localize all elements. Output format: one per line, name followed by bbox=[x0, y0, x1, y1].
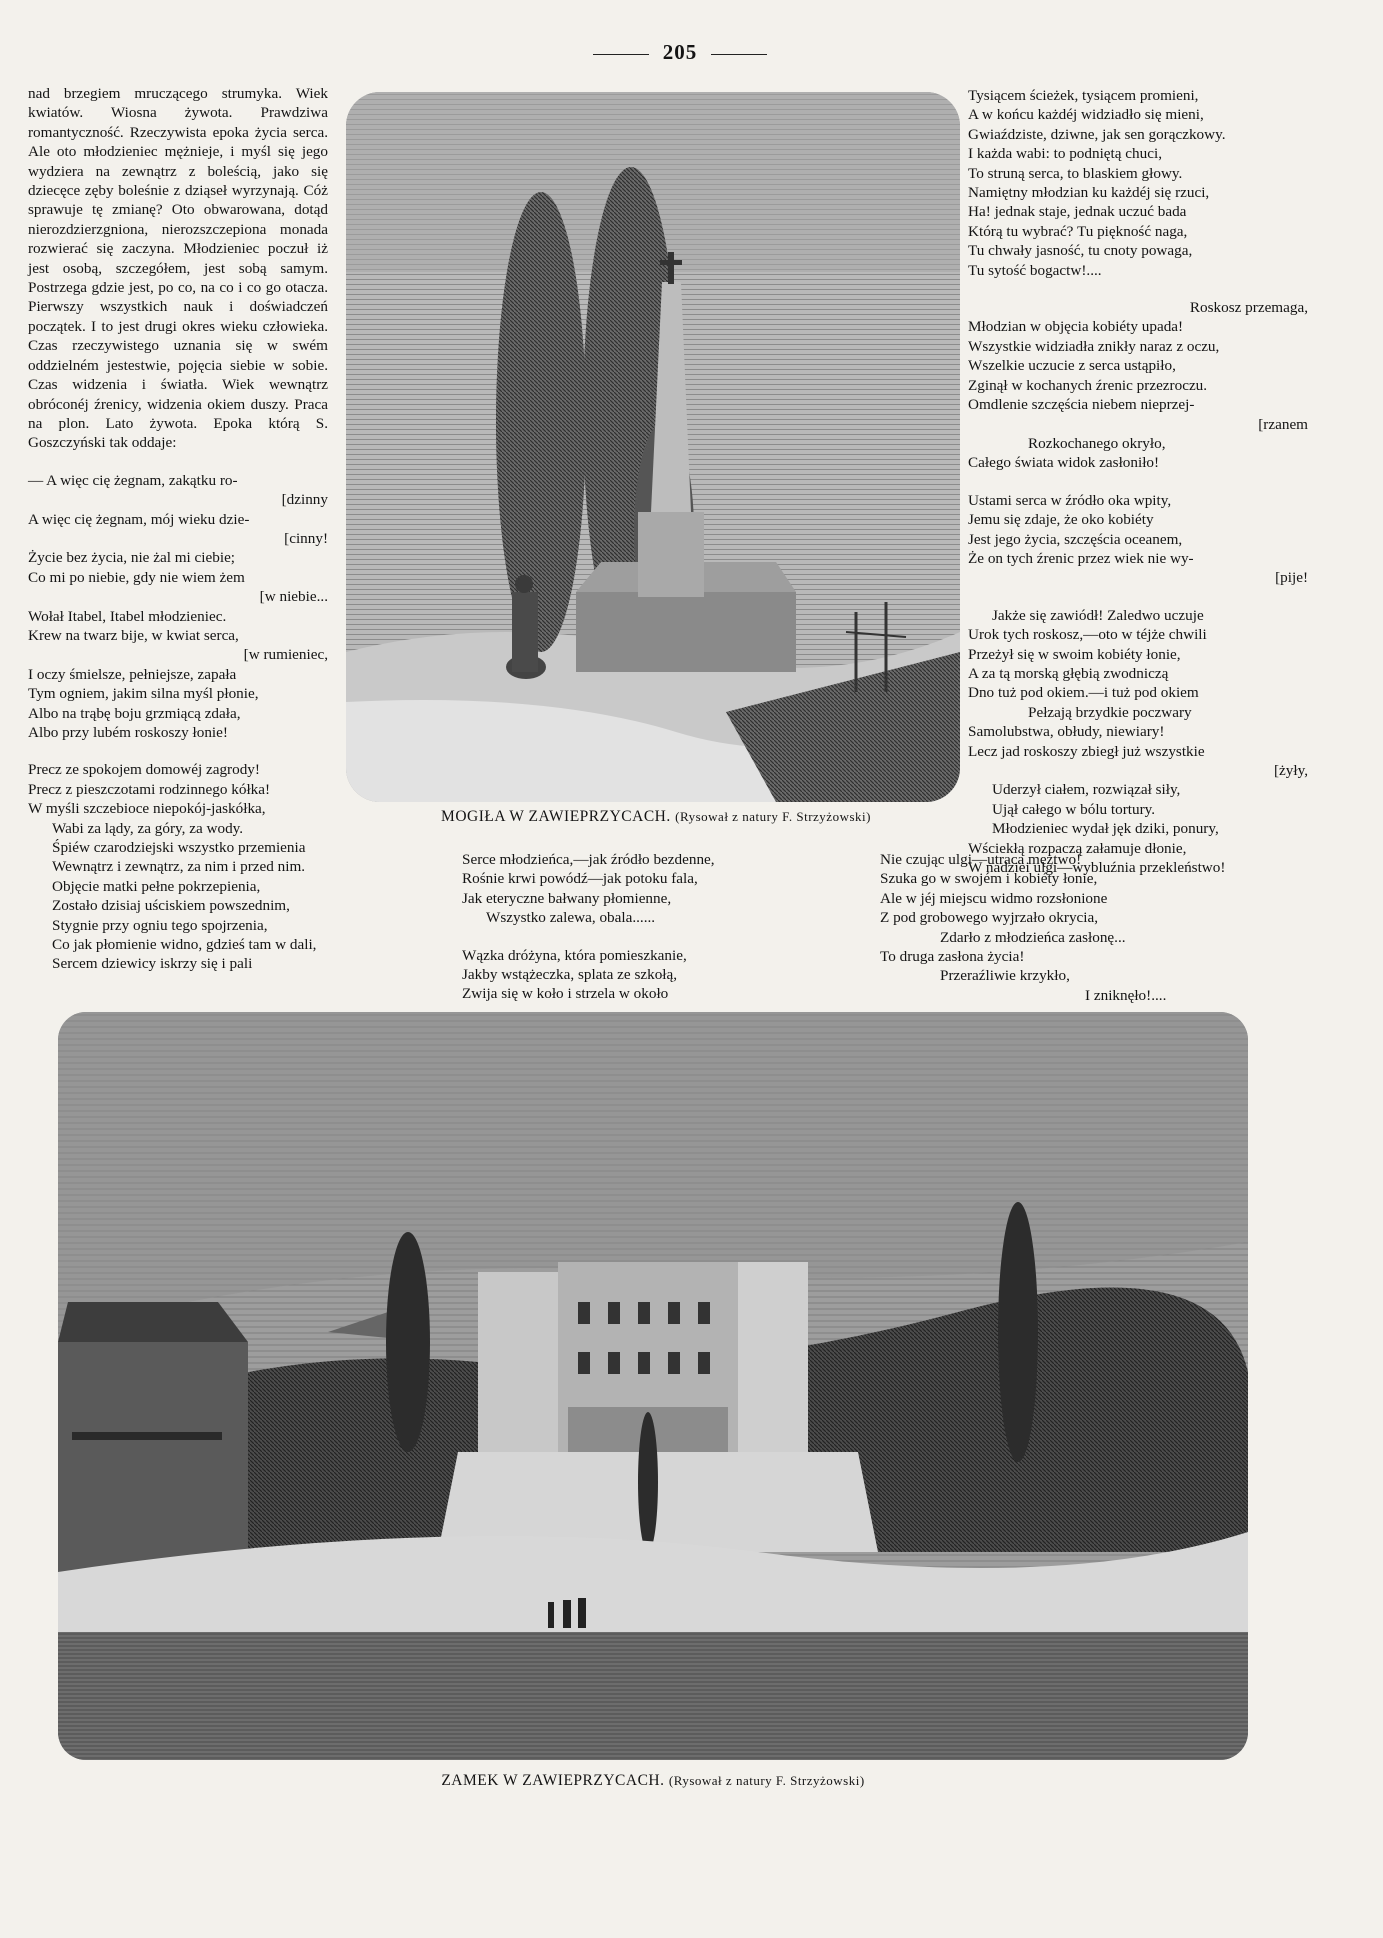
poem-line: Krew na twarz bije, w kwiat serca, bbox=[28, 626, 239, 644]
poem-line: I każda wabi: to podniętą chuci, bbox=[968, 145, 1162, 163]
poem-line: Ujął całego w bólu tortury. bbox=[992, 800, 1156, 818]
poem-line: Śpiéw czarodziejski wszystko przemienia bbox=[52, 839, 306, 857]
poem-line: Wabi za lądy, za góry, za wody. bbox=[52, 819, 244, 837]
page-number: 205 bbox=[560, 40, 800, 65]
poem-line: Ale w jéj miejscu widmo rozsłonione bbox=[880, 889, 1108, 907]
poem-line: Samolubstwa, obłudy, niewiary! bbox=[968, 723, 1165, 741]
poem-line: Namiętny młodzian ku każdéj się rzuci, bbox=[968, 184, 1210, 202]
poem-line: W myśli szczebioce niepokój-jaskółka, bbox=[28, 800, 266, 818]
poem-line: Rozkochanego okryło, bbox=[1028, 434, 1166, 452]
right-bottom-column bbox=[880, 850, 1280, 1005]
poem-line: Z pod grobowego wyjrzało okrycia, bbox=[880, 909, 1099, 927]
poem-line: Młodzian w objęcia kobiéty upada! bbox=[968, 318, 1184, 336]
poem-line: I zniknęło!.... bbox=[1085, 986, 1167, 1004]
poem-line: Omdlenie szczęścia niebem nieprzej- bbox=[968, 396, 1195, 414]
poem-line: To struną serca, to blaskiem głowy. bbox=[968, 164, 1183, 182]
poem-line: [dzinny bbox=[281, 491, 328, 509]
poem-line: Objęcie matki pełne pokrzepienia, bbox=[52, 877, 261, 895]
poem-line: [żyły, bbox=[1273, 762, 1308, 779]
bottom-caption bbox=[58, 1772, 1248, 1790]
poem-line: Całego świata widok zasłoniło! bbox=[968, 454, 1160, 472]
poem-line: Gwiaździste, dziwne, jak sen gorączkowy. bbox=[968, 125, 1226, 143]
header-rule-right bbox=[711, 54, 767, 55]
poem-line: Że on tych źrenic przez wiek nie wy- bbox=[968, 549, 1194, 567]
poem-line: Co jak płomienie widno, gdzieś tam w dali, bbox=[52, 936, 317, 954]
monument-illustration bbox=[346, 92, 960, 802]
poem-line: A za tą morską głębią zwodniczą bbox=[968, 664, 1169, 682]
poem-line: Młodzieniec wydał jęk dziki, ponury, bbox=[992, 820, 1219, 838]
poem-line: Jak eteryczne bałwany płomienne, bbox=[462, 889, 672, 907]
left-prose: nad brzegiem mruczącego strumyka. Wiek kwiatów. Wiosna żywota. Prawdziwa romantyczność. Rzeczywista epoka życia serca. Ale oto młodzieniec mężnieje, i myśl się jego wydziera na zewnątrz z boleścią, jako się dziecęce zęby boleśnie z dziąseł wyrzynają. Cóż sprawuje tę zmianę? Oto obwarowana, dotąd nierozdzierzgniona, nierozszczepiona monada rozwierać się zaczyna. Młodzieniec poczuł iż jest osobą, szczegółem, jest sobą samym. Postrzega gdzie jest, po co, na co i co go otacza. Pierwszy wszystkich nauk i doświadczeń początek. I to jest drugi okres wieku człowieka. Czas rzeczywistego uznania się w swém oddzielném jestestwie, pojęcia siebie w sobie. Czas widzenia i światła. Wiek wewnątrz obróconéj źrenicy, widzenia okiem duszy. Praca na plon. Lato żywota. Epoka którą S. Goszczyński tak oddaje: bbox=[28, 85, 328, 452]
poem-line: Co mi po niebie, gdy nie wiem żem bbox=[28, 568, 245, 586]
poem-line: Wewnątrz i zewnątrz, za nim i przed nim. bbox=[52, 858, 306, 876]
poem-line: Sercem dziewicy iskrzy się i pali bbox=[52, 955, 253, 973]
poem-line: Roskosz przemaga, bbox=[1189, 299, 1308, 317]
poem-line: [cinny! bbox=[284, 529, 328, 547]
poem-line: Szuka go w swojém i kobiéty łonie, bbox=[880, 870, 1098, 888]
poem-line: Którą tu wybrać? Tu piękność naga, bbox=[968, 222, 1188, 240]
poem-line: Jakże się zawiódł! Zaledwo uczuje bbox=[992, 606, 1204, 624]
poem-line: Ha! jednak staje, jednak uczuć bada bbox=[968, 203, 1187, 221]
poem-line: Jemu się zdaje, że oko kobiéty bbox=[968, 511, 1154, 529]
right-stanza-1 bbox=[968, 86, 1308, 280]
poem-line: Serce młodzieńca,—jak źródło bezdenne, bbox=[462, 851, 715, 868]
poem-line: Wązka dróżyna, która pomieszkanie, bbox=[462, 946, 687, 964]
poem-line: Tu sytość bogactw!.... bbox=[968, 261, 1102, 279]
left-poem-2 bbox=[28, 760, 328, 973]
poem-line: Precz ze spokojem domowéj zagrody! bbox=[28, 761, 260, 779]
poem-line: Przeraźliwie krzykło, bbox=[940, 967, 1070, 985]
poem-line: Lecz jad roskoszy zbiegł już wszystkie bbox=[968, 742, 1205, 760]
poem-line: A więc cię żegnam, mój wieku dzie- bbox=[28, 510, 250, 528]
top-caption-title: MOGIŁA W ZAWIEPRZYCACH. bbox=[441, 808, 671, 825]
poem-line: Tu chwały jasność, tu cnoty powaga, bbox=[968, 242, 1193, 260]
monument-engraving bbox=[346, 92, 960, 802]
bottom-caption-title: ZAMEK W ZAWIEPRZYCACH. bbox=[441, 1772, 665, 1789]
left-column bbox=[28, 84, 328, 974]
poem-line: Stygnie przy ogniu tego spojrzenia, bbox=[52, 916, 268, 934]
header-rule-left bbox=[593, 54, 649, 55]
right-stanza-2 bbox=[968, 298, 1308, 473]
poem-line: To druga zasłona życia! bbox=[880, 948, 1025, 966]
poem-line: Wołał Itabel, Itabel młodzieniec. bbox=[28, 607, 227, 625]
left-poem-1 bbox=[28, 471, 328, 743]
castle-illustration bbox=[58, 1012, 1248, 1760]
middle-column bbox=[462, 850, 792, 1004]
right-stanza-4 bbox=[968, 606, 1308, 878]
poem-line: Przeżył się w swoim kobiéty łonie, bbox=[968, 645, 1181, 663]
poem-line: Tysiącem ścieżek, tysiącem promieni, bbox=[968, 87, 1199, 104]
poem-line: — A więc cię żegnam, zakątku ro- bbox=[28, 471, 238, 489]
poem-line: Urok tych roskosz,—oto w téjże chwili bbox=[968, 626, 1207, 644]
poem-line: Wszystko zalewa, obala...... bbox=[486, 909, 656, 927]
poem-line: Zdarło z młodzieńca zasłonę... bbox=[940, 928, 1126, 946]
poem-line: [pije! bbox=[1275, 569, 1308, 587]
poem-line: A w końcu każdéj widziadło się mieni, bbox=[968, 106, 1204, 124]
right-stanza-3 bbox=[968, 491, 1308, 588]
bottom-caption-credit: (Rysował z natury F. Strzyżowski) bbox=[668, 1773, 865, 1788]
poem-line: Pełzają brzydkie poczwary bbox=[1028, 703, 1192, 721]
top-caption-credit: (Rysował z natury F. Strzyżowski) bbox=[675, 809, 871, 824]
poem-line: [w rumieniec, bbox=[243, 646, 328, 664]
poem-line: Zginął w kochanych źrenic przezroczu. bbox=[968, 376, 1208, 394]
castle-engraving bbox=[58, 1012, 1248, 1760]
top-caption bbox=[346, 808, 966, 826]
poem-line: Albo na trąbę boju grzmiącą zdała, bbox=[28, 704, 241, 722]
poem-line: Zostało dzisiaj uściskiem powszednim, bbox=[52, 897, 290, 915]
poem-line: Jakby wstążeczka, splata ze szkołą, bbox=[462, 966, 678, 984]
poem-line: Dno tuż pod okiem.—i tuż pod okiem bbox=[968, 684, 1199, 702]
poem-line: Ustami serca w źródło oka wpity, bbox=[968, 491, 1172, 509]
poem-line: Wszelkie uczucie z serca ustąpiło, bbox=[968, 357, 1176, 375]
poem-line: Tym ogniem, jakim silna myśl płonie, bbox=[28, 685, 259, 703]
poem-line: Albo przy lubém roskoszy łonie! bbox=[28, 724, 228, 741]
poem-line: Precz z pieszczotami rodzinnego kółka! bbox=[28, 780, 271, 798]
poem-line: [w niebie... bbox=[259, 588, 328, 606]
poem-line: Jest jego życia, szczęścia oceanem, bbox=[968, 530, 1183, 548]
poem-line: Uderzył ciałem, rozwiązał siły, bbox=[992, 781, 1181, 799]
poem-line: Rośnie krwi powódź—jak potoku fala, bbox=[462, 870, 698, 888]
poem-line: Nie czując ulgi—utraca męztwo! bbox=[880, 851, 1082, 868]
poem-line: Zwija się w koło i strzela w około bbox=[462, 985, 669, 1003]
right-column bbox=[968, 86, 1308, 877]
poem-line: [rzanem bbox=[1258, 415, 1308, 433]
poem-line: I oczy śmielsze, pełniejsze, zapała bbox=[28, 665, 237, 683]
poem-line: Wściekłą rozpaczą załamuje dłonie, bbox=[968, 839, 1187, 857]
poem-line: W nadziei ulgi—wybluźnia przekleństwo! bbox=[968, 859, 1226, 877]
poem-line: Wszystkie widziadła znikły naraz z oczu, bbox=[968, 337, 1220, 355]
poem-line: Życie bez życia, nie żal mi ciebie; bbox=[28, 549, 236, 567]
